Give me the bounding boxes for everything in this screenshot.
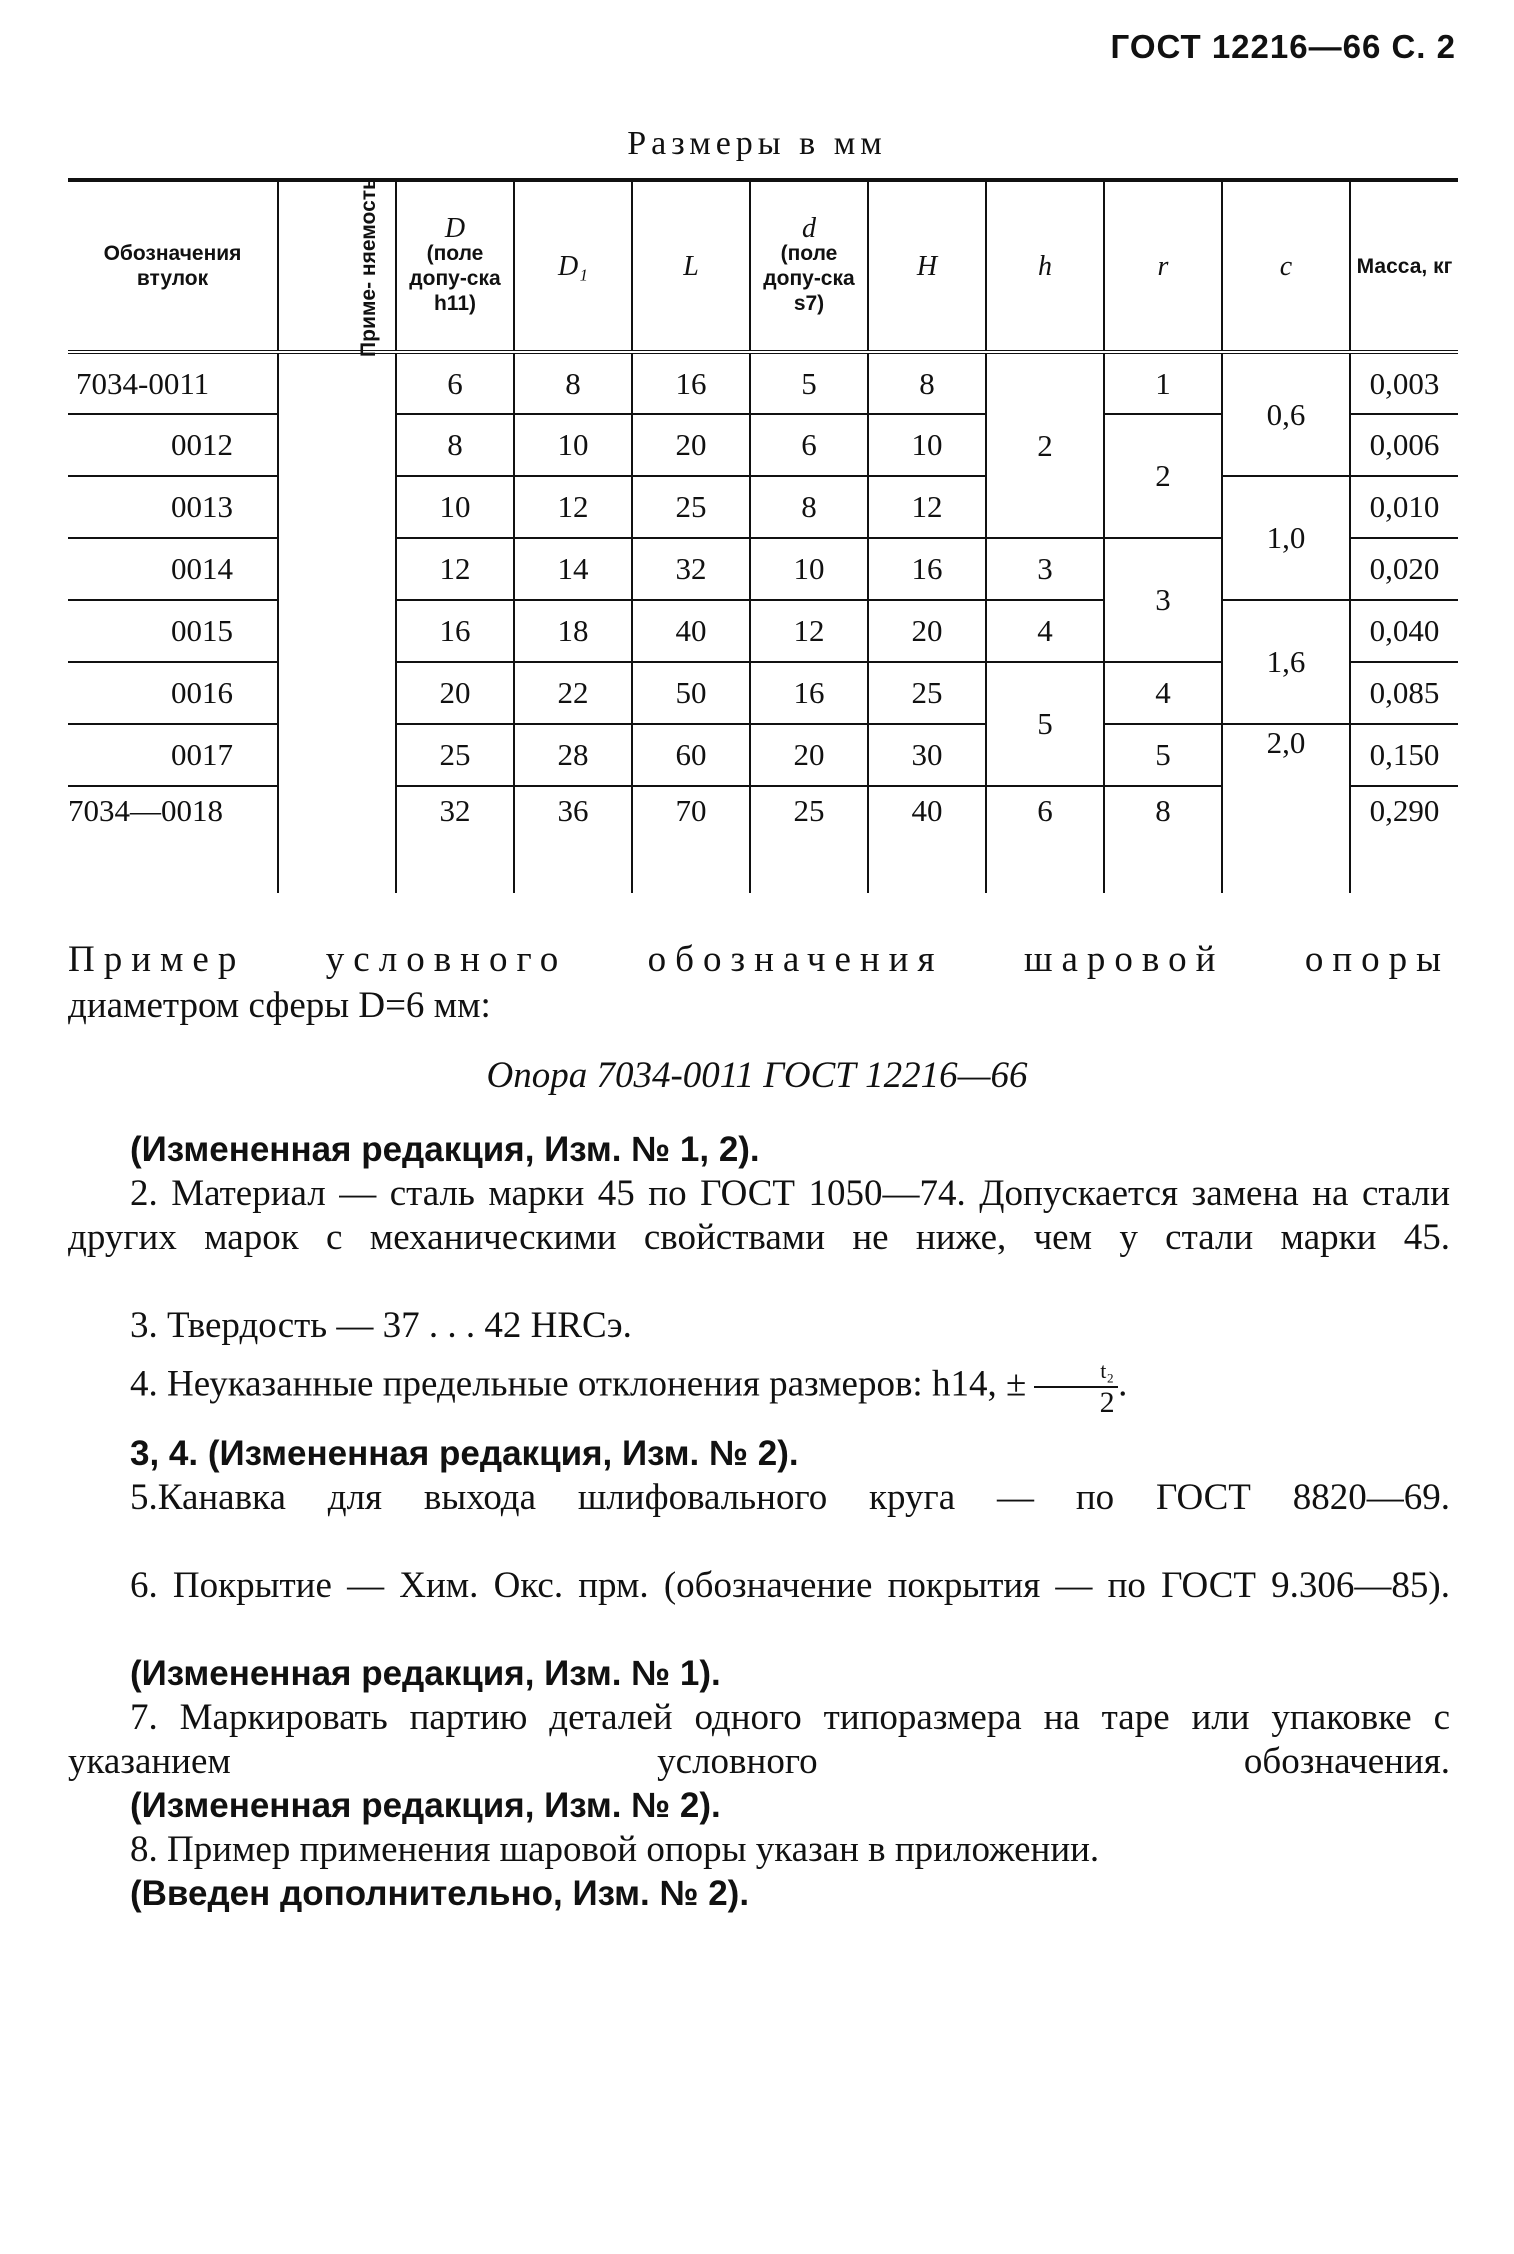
cell-L: 16 <box>632 352 750 414</box>
amendment-note-1-2: (Измененная редакция, Изм. № 1, 2). <box>130 1130 760 1169</box>
cell-D: 10 <box>396 476 514 538</box>
cell-r: 5 <box>1104 724 1222 786</box>
table-row <box>68 724 1458 786</box>
header-applicability-text: Приме- няемость <box>356 176 380 357</box>
clause-4-tolerances: 4. Неуказанные предельные отклонения размеров: h14, ± $\frac{\text{t₂}}{2}$ . <box>130 1358 1128 1419</box>
example-intro-line2: диаметром сферы D=6 мм: <box>68 985 491 1026</box>
header-H: H <box>868 180 986 352</box>
header-h: h <box>986 180 1104 352</box>
header-D-note: (поле допу-ска h11) <box>409 242 501 315</box>
clause-2-material: 2. Материал — сталь марки 45 по ГОСТ 1050—74. Допускается замена на стали других марок с механическими свойствами не ниже, чем у стали марки 45. <box>68 1173 1450 1258</box>
cell-D1: 14 <box>514 538 632 600</box>
cell-D: 25 <box>396 724 514 786</box>
cell-r: 2 <box>1104 414 1222 538</box>
cell-mass: 0,010 <box>1350 476 1458 538</box>
cell-L: 32 <box>632 538 750 600</box>
cell-h: 2 <box>986 352 1104 538</box>
cell-designation: 7034-0011 <box>68 352 278 414</box>
cell-H: 12 <box>868 476 986 538</box>
cell-D1: 28 <box>514 724 632 786</box>
cell-mass: 0,003 <box>1350 352 1458 414</box>
amendment-note-3-4: 3, 4. (Измененная редакция, Изм. № 2). <box>130 1434 799 1473</box>
cell-r: 4 <box>1104 662 1222 724</box>
cell-h: 3 <box>986 538 1104 600</box>
header-d <box>750 180 868 352</box>
cell-H: 40 <box>868 786 986 893</box>
cell-designation: 0013 <box>68 476 278 538</box>
cell-d: 16 <box>750 662 868 724</box>
cell-D1: 10 <box>514 414 632 476</box>
cell-H: 8 <box>868 352 986 414</box>
fraction-numerator: t₂ <box>1034 1356 1118 1388</box>
clause-5-groove: 5.Канавка для выхода шлифовального круга — по ГОСТ 8820—69. <box>130 1477 1450 1518</box>
cell-d: 25 <box>750 786 868 893</box>
cell-designation: 7034—0018 <box>68 793 223 828</box>
header-c: c <box>1222 180 1350 352</box>
header-L: L <box>632 180 750 352</box>
cell-D1: 18 <box>514 600 632 662</box>
amendment-note-1: (Измененная редакция, Изм. № 1). <box>130 1654 721 1693</box>
cell-mass: 0,150 <box>1350 724 1458 786</box>
cell-D1: 22 <box>514 662 632 724</box>
cell-c: 0,6 <box>1222 352 1350 476</box>
cell-d: 6 <box>750 414 868 476</box>
cell-H: 30 <box>868 724 986 786</box>
cell-H: 16 <box>868 538 986 600</box>
tolerance-fraction <box>1034 1356 1118 1418</box>
header-D <box>396 180 514 352</box>
cell-r: 8 <box>1104 786 1222 893</box>
cell-designation: 0017 <box>68 724 278 786</box>
cell-designation: 0016 <box>68 662 278 724</box>
example-designation: Опора 7034-0011 ГОСТ 12216—66 <box>486 1055 1028 1096</box>
cell-d: 8 <box>750 476 868 538</box>
cell-d: 20 <box>750 724 868 786</box>
table-row <box>68 600 1458 662</box>
cell-c: 1,6 <box>1222 600 1350 724</box>
header-mass: Масса, кг <box>1350 180 1458 352</box>
cell-H: 20 <box>868 600 986 662</box>
clause-4-text: 4. Неуказанные предельные отклонения размеров: h14, ± <box>130 1363 1027 1405</box>
fraction-denominator: 2 <box>1099 1386 1115 1419</box>
cell-L: 40 <box>632 600 750 662</box>
table-row <box>68 352 1458 414</box>
cell-d: 12 <box>750 600 868 662</box>
cell-mass: 0,020 <box>1350 538 1458 600</box>
cell-L: 25 <box>632 476 750 538</box>
example-intro-line1: Пример условного обозначения шаровой опоры <box>68 939 1450 980</box>
amendment-note-2: (Измененная редакция, Изм. № 2). <box>130 1786 721 1825</box>
cell-designation: 0014 <box>68 538 278 600</box>
header-r: r <box>1104 180 1222 352</box>
cell-h: 6 <box>986 786 1104 893</box>
cell-c: 2,0 <box>1222 724 1350 893</box>
cell-h: 5 <box>986 662 1104 786</box>
cell-designation: 0015 <box>68 600 278 662</box>
cell-D: 32 <box>396 786 514 893</box>
dimensions-table <box>68 178 1458 893</box>
cell-mass: 0,290 <box>1350 786 1458 893</box>
cell-H: 10 <box>868 414 986 476</box>
cell-d: 5 <box>750 352 868 414</box>
cell-L: 50 <box>632 662 750 724</box>
cell-applicability <box>278 352 396 893</box>
cell-c: 1,0 <box>1222 476 1350 600</box>
added-note-2: (Введен дополнительно, Изм. № 2). <box>130 1874 750 1913</box>
cell-D1: 8 <box>514 352 632 414</box>
header-D-symbol: D <box>444 213 466 244</box>
header-D1: D₁ <box>514 180 632 352</box>
header-d-symbol: d <box>802 213 816 244</box>
cell-D: 6 <box>396 352 514 414</box>
cell-D1: 36 <box>514 786 632 893</box>
clause-3-hardness: 3. Твердость — 37 . . . 42 HRCэ. <box>130 1305 632 1346</box>
header-designation: Обозначения втулок <box>68 180 278 352</box>
header-d-note: (поле допу-ска s7) <box>763 242 855 315</box>
page-header: ГОСТ 12216—66 С. 2 <box>1110 28 1456 65</box>
cell-D1: 12 <box>514 476 632 538</box>
cell-D: 8 <box>396 414 514 476</box>
cell-d: 10 <box>750 538 868 600</box>
cell-mass: 0,085 <box>1350 662 1458 724</box>
table-caption: Размеры в мм <box>627 125 887 162</box>
cell-mass: 0,040 <box>1350 600 1458 662</box>
clause-6-coating: 6. Покрытие — Хим. Окс. прм. (обозначение покрытия — по ГОСТ 9.306—85). <box>130 1565 1450 1606</box>
clause-8-example: 8. Пример применения шаровой опоры указан в приложении. <box>130 1829 1100 1870</box>
cell-H: 25 <box>868 662 986 724</box>
cell-D: 20 <box>396 662 514 724</box>
cell-h: 4 <box>986 600 1104 662</box>
cell-L: 70 <box>632 786 750 893</box>
cell-D: 16 <box>396 600 514 662</box>
header-applicability <box>278 176 396 357</box>
cell-mass: 0,006 <box>1350 414 1458 476</box>
cell-r: 1 <box>1104 352 1222 414</box>
cell-r: 3 <box>1104 538 1222 662</box>
cell-L: 20 <box>632 414 750 476</box>
table-row <box>68 476 1458 538</box>
cell-L: 60 <box>632 724 750 786</box>
cell-designation: 0012 <box>68 414 278 476</box>
clause-7-marking: 7. Маркировать партию деталей одного типоразмера на таре или упаковке с указанием условного обозначения. <box>68 1697 1450 1782</box>
cell-D: 12 <box>396 538 514 600</box>
